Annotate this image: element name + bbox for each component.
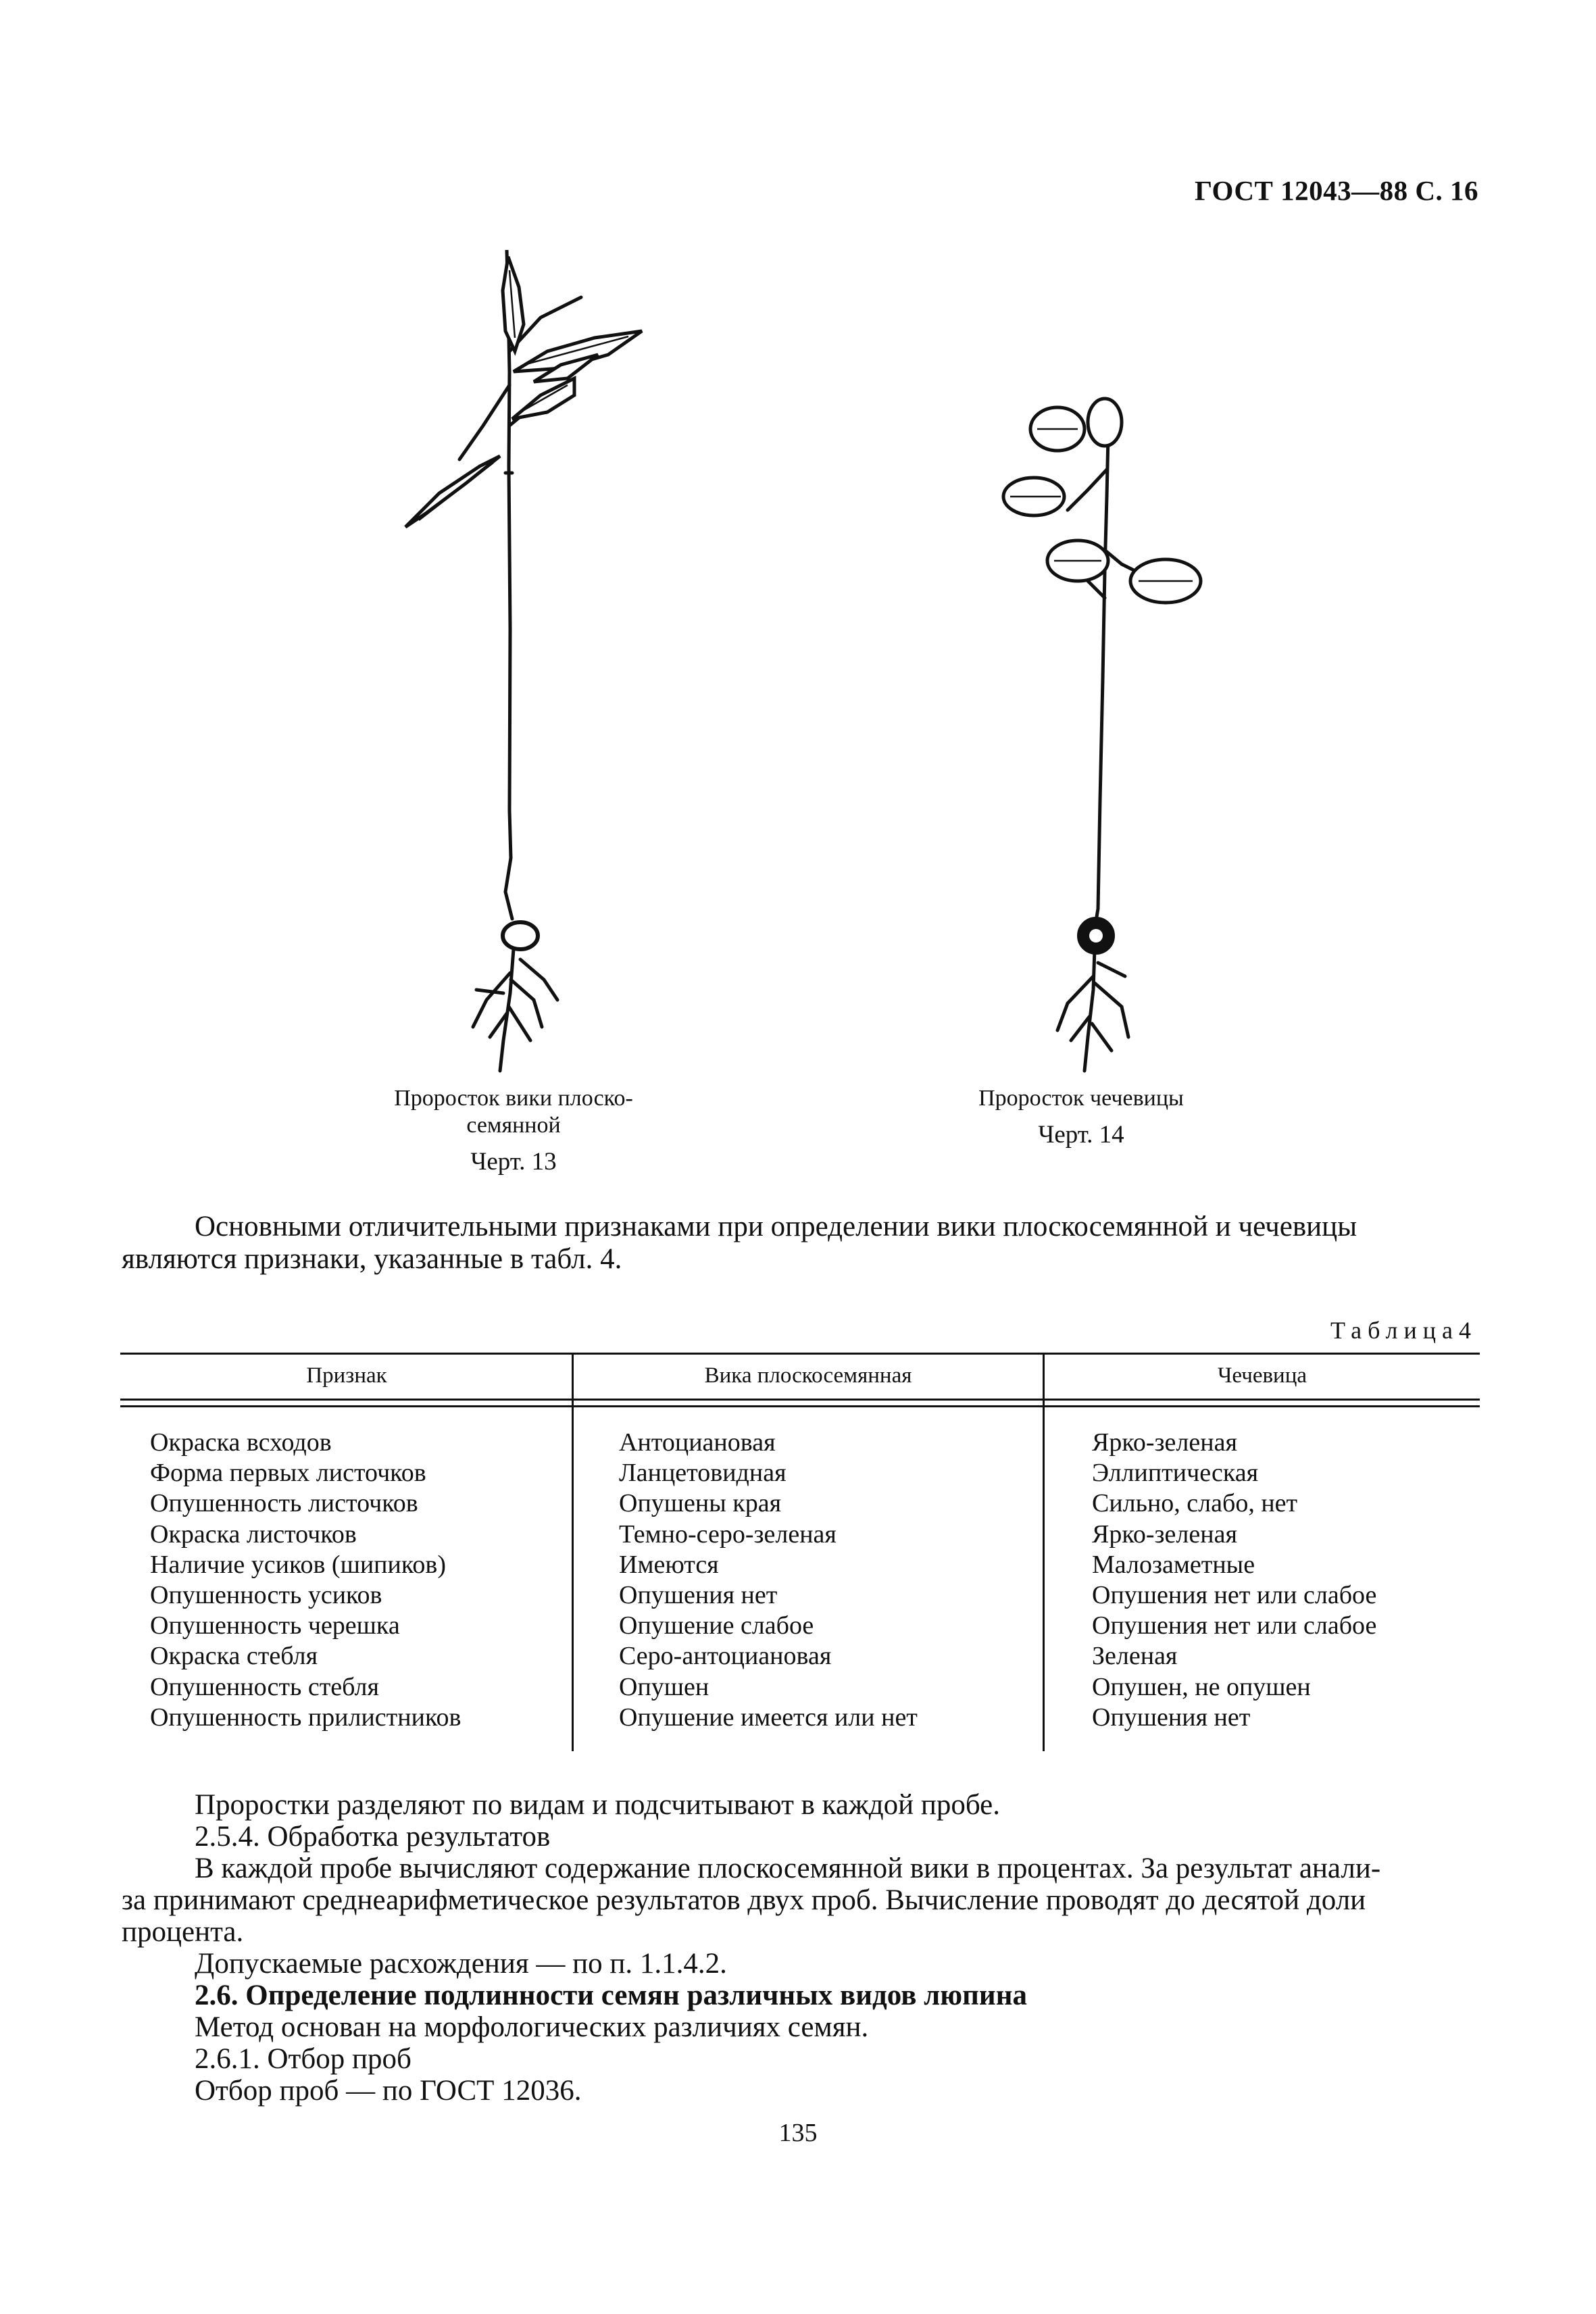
table-title: Таблица4	[1330, 1317, 1477, 1344]
table-column-vetch	[619, 1428, 918, 1733]
table-column-feature	[150, 1428, 461, 1733]
table-cell: Ярко-зеленая	[1092, 1519, 1237, 1549]
section-2-6-1-heading	[122, 2043, 412, 2075]
paragraph-sampling	[122, 2075, 581, 2107]
table-cell: Серо-антоциановая	[619, 1642, 832, 1671]
table-cell: Ланцетовидная	[619, 1459, 787, 1488]
table-cell: Опушен, не опушен	[1092, 1672, 1311, 1701]
table-cell: Опушенность черешка	[150, 1611, 400, 1640]
table-cell: Опушение слабое	[619, 1611, 814, 1640]
table-cell: Опушение имеется или нет	[619, 1703, 918, 1732]
table-header-feature: Признак	[306, 1363, 387, 1388]
table-cell: Наличие усиков (шипиков)	[150, 1550, 446, 1579]
figure-14-caption-line1: Проросток чечевицы	[978, 1086, 1184, 1111]
table-cell: Антоциановая	[619, 1428, 776, 1457]
figure-13-label: Черт. 13	[470, 1148, 557, 1176]
paragraph-results-line-3: процента.	[122, 1916, 244, 1948]
table-cell: Опушения нет	[619, 1581, 778, 1610]
table-header-vetch: Вика плоскосемянная	[704, 1363, 912, 1388]
page-number: 135	[778, 2119, 818, 2147]
paragraph-method	[122, 2011, 868, 2043]
figure-14-label: Черт. 14	[1038, 1121, 1124, 1149]
table-column-lentil	[1092, 1428, 1376, 1733]
intro-text-1: Основными отличительными признаками при определении вики плоскосемянной и чечевицы	[195, 1211, 1357, 1242]
paragraph-sprouts-text: Проростки разделяют по видам и подсчитывают в каждой пробе.	[195, 1789, 1001, 1821]
paragraph-sampling-text: Отбор проб — по ГОСТ 12036.	[195, 2075, 582, 2107]
table-cell: Ярко-зеленая	[1092, 1428, 1237, 1457]
table-cell: Малозаметные	[1092, 1550, 1255, 1579]
figure-13-caption	[351, 1085, 676, 1176]
table-cell: Сильно, слабо, нет	[1092, 1489, 1298, 1518]
section-2-5-4-text: 2.5.4. Обработка результатов	[195, 1821, 551, 1853]
table-cell: Опушения нет или слабое	[1092, 1611, 1377, 1640]
figure-13-caption-line1: Проросток вики плоско-	[394, 1086, 633, 1111]
lentil-seedling-drawing	[987, 395, 1216, 1084]
table-cell: Форма первых листочков	[150, 1459, 426, 1488]
table-top-rule	[120, 1353, 1480, 1355]
section-2-6-1-text: 2.6.1. Отбор проб	[195, 2043, 412, 2075]
table-cell: Окраска листочков	[150, 1519, 357, 1549]
vetch-seedling-drawing	[365, 250, 676, 1081]
intro-line-2: являются признаки, указанные в табл. 4.	[122, 1243, 622, 1275]
section-2-6-heading	[122, 1980, 1027, 2011]
table-cell: Опушения нет	[1092, 1703, 1251, 1732]
paragraph-tolerances	[122, 1948, 727, 1980]
paragraph-method-text: Метод основан на морфологических различиях семян.	[195, 2011, 869, 2043]
paragraph-tolerances-text: Допускаемые расхождения — по п. 1.1.4.2.	[195, 1948, 727, 1980]
paragraph-sprouts	[122, 1789, 1000, 1821]
figure-lentil-seedling	[987, 395, 1216, 1084]
table-cell: Зеленая	[1092, 1642, 1178, 1671]
table-header-rule-1	[120, 1399, 1480, 1401]
document-code: ГОСТ 12043—88 С. 16	[1194, 175, 1478, 206]
table-cell: Окраска всходов	[150, 1428, 332, 1457]
table-cell: Опушен	[619, 1672, 709, 1701]
table-cell: Опушены края	[619, 1489, 782, 1518]
table-cell: Опушенность прилистников	[150, 1703, 462, 1732]
table-cell: Эллиптическая	[1092, 1459, 1259, 1488]
table-col-divider-2	[1043, 1353, 1045, 1751]
section-2-6-text: 2.6. Определение подлинности семян различных видов люпина	[195, 1980, 1027, 2011]
paragraph-results-line-2: за принимают среднеарифметическое результатов двух проб. Вычисление проводят до десятой доли	[122, 1884, 1366, 1916]
figure-14-caption	[939, 1085, 1223, 1149]
table-cell: Опушенность усиков	[150, 1581, 382, 1610]
table-header-lentil: Чечевица	[1217, 1363, 1307, 1388]
figure-vetch-seedling	[365, 250, 676, 1081]
paragraph-results-line-1	[122, 1853, 1380, 1884]
table-cell: Темно-серо-зеленая	[619, 1519, 837, 1549]
table-header-rule-2	[120, 1405, 1480, 1407]
table-cell: Опушения нет или слабое	[1092, 1581, 1377, 1610]
figure-13-caption-line2: семянной	[466, 1113, 561, 1138]
table-cell: Имеются	[619, 1550, 719, 1579]
table-cell: Опушенность стебля	[150, 1672, 379, 1701]
section-2-5-4-heading	[122, 1821, 550, 1853]
table-cell: Окраска стебля	[150, 1642, 318, 1671]
paragraph-results-text-1: В каждой пробе вычисляют содержание плоскосемянной вики в процентах. За результат анали-	[195, 1853, 1381, 1884]
table-col-divider-1	[572, 1353, 574, 1751]
table-cell: Опушенность листочков	[150, 1489, 418, 1518]
intro-line-1	[122, 1211, 1357, 1242]
